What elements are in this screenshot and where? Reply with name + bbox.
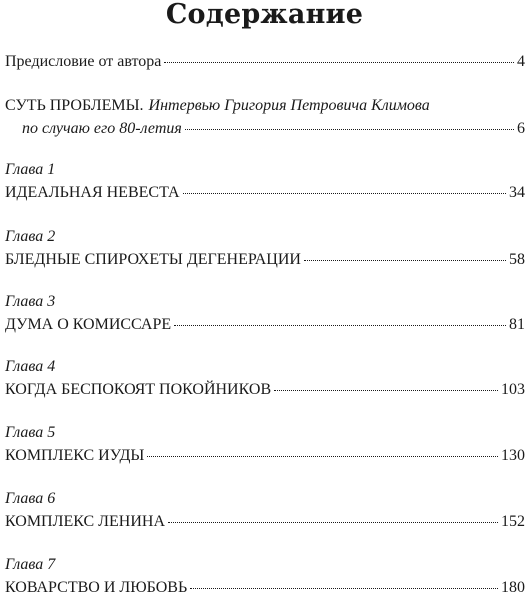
toc-page-number: 58 [509, 251, 525, 268]
toc-entry-problem[interactable] [22, 119, 525, 139]
page-title: Содержание [165, 0, 364, 30]
toc-page-number: 152 [501, 513, 525, 530]
toc-entry-title: КОМПЛЕКС ИУДЫ [5, 447, 145, 464]
toc-entry-chapter-5[interactable] [5, 446, 525, 466]
toc-page-number: 81 [509, 316, 525, 333]
toc-entry-title: БЛЕДНЫЕ СПИРОХЕТЫ ДЕГЕНЕРАЦИИ [5, 251, 301, 268]
toc-entry-title: КОВАРСТВО И ЛЮБОВЬ [5, 579, 188, 596]
toc-entry-problem-title[interactable] [5, 96, 525, 116]
dot-leader [164, 62, 514, 63]
chapter-7-label: Глава 7 [5, 556, 56, 573]
toc-page-number: 180 [501, 579, 525, 596]
chapter-2-label: Глава 2 [5, 228, 56, 245]
toc-entry-title: СУТЬ ПРОБЛЕМЫ. [5, 97, 144, 114]
toc-entry-title: КОГДА БЕСПОКОЯТ ПОКОЙНИКОВ [5, 381, 272, 398]
toc-entry-chapter-4[interactable] [5, 380, 525, 400]
toc-entry-chapter-1[interactable] [5, 183, 525, 203]
toc-entry-title: ИДЕАЛЬНАЯ НЕВЕСТА [5, 184, 180, 201]
dot-leader [183, 193, 506, 194]
toc-page-number: 103 [501, 381, 525, 398]
toc-page-number: 34 [509, 184, 525, 201]
toc-page-number: 6 [517, 120, 525, 137]
toc-page-number: 4 [517, 53, 525, 70]
toc-entry-subtitle-continued: по случаю его 80-летия [22, 120, 182, 137]
dot-leader [168, 522, 498, 523]
chapter-1-label: Глава 1 [5, 161, 56, 178]
toc-entry-preface[interactable] [5, 52, 525, 72]
toc-page-number: 130 [501, 447, 525, 464]
dot-leader [185, 129, 514, 130]
chapter-3-label: Глава 3 [5, 293, 56, 310]
toc-entry-chapter-7[interactable] [5, 578, 525, 598]
dot-leader [274, 390, 498, 391]
toc-entry-chapter-6[interactable] [5, 512, 525, 532]
dot-leader [174, 325, 506, 326]
dot-leader [147, 456, 498, 457]
toc-entry-title: Предисловие от автора [5, 53, 162, 70]
toc-entry-title: ДУМА О КОМИССАРЕ [5, 316, 172, 333]
dot-leader [190, 588, 498, 589]
toc-entry-subtitle: Интервью Григория Петровича Климова [148, 97, 430, 114]
chapter-6-label: Глава 6 [5, 490, 56, 507]
toc-entry-chapter-2[interactable] [5, 250, 525, 270]
dot-leader [304, 260, 506, 261]
chapter-4-label: Глава 4 [5, 358, 56, 375]
chapter-5-label: Глава 5 [5, 424, 56, 441]
toc-entry-title: КОМПЛЕКС ЛЕНИНА [5, 513, 166, 530]
toc-entry-chapter-3[interactable] [5, 315, 525, 335]
